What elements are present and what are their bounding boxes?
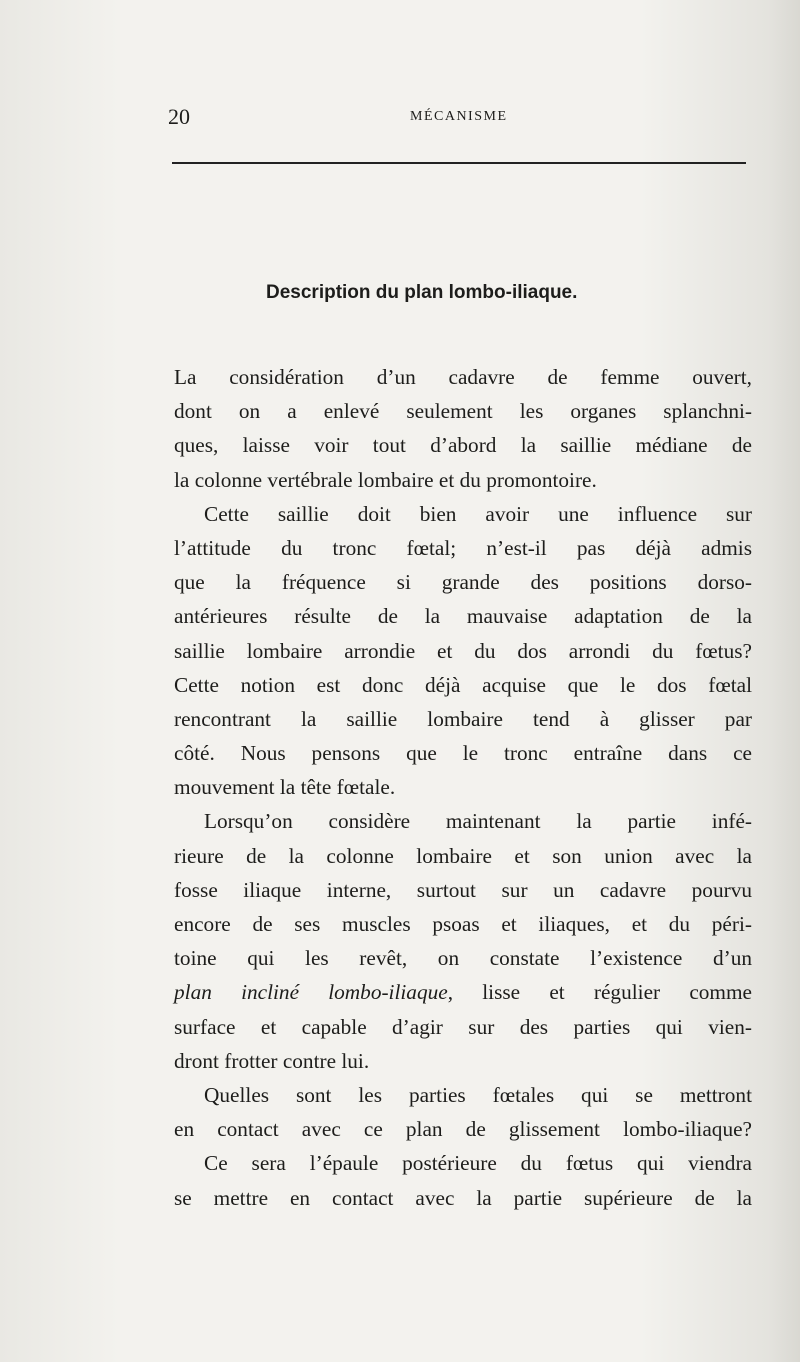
italic-term: plan incliné lombo-iliaque (174, 980, 448, 1005)
running-title: MÉCANISME (410, 109, 508, 124)
text-line: dront frotter contre lui. (174, 1048, 370, 1073)
body-text (174, 360, 752, 1215)
text-line: dont on a enlevé seulement les organes splanchni- (174, 399, 752, 424)
section-title: Description du plan lombo-iliaque. (266, 282, 578, 303)
text-line: rencontrant la saillie lombaire tend à glisser par (174, 706, 752, 731)
text-line: mouvement la tête fœtale. (174, 775, 396, 800)
text-line: côté. Nous pensons que le tronc entraîne dans ce (174, 741, 752, 766)
text-line: encore de ses muscles psoas et iliaques, et du péri- (174, 912, 752, 936)
page-header (168, 104, 748, 134)
text-line: La considération d’un cadavre de femme ouvert, (174, 365, 752, 389)
text-line: se mettre en contact avec la partie supérieure de la (174, 1185, 752, 1210)
page-number: 20 (168, 104, 190, 129)
text-line: Cette saillie doit bien avoir une influence sur (204, 501, 752, 526)
text-line: que la fréquence si grande des positions dorso- (174, 570, 752, 595)
text-line: saillie lombaire arrondie et du dos arrondi du fœtus? (174, 638, 752, 663)
text-line: ques, laisse voir tout d’abord la saillie médiane de (174, 433, 752, 458)
text-line: en contact avec ce plan de glissement lombo-iliaque? (174, 1117, 752, 1142)
text-line: Lorsqu’on considère maintenant la partie infé- (204, 809, 752, 834)
text-line-rest: , lisse et régulier comme (447, 980, 752, 1005)
text-line: surface et capable d’agir sur des parties qui vien- (174, 1014, 752, 1039)
text-line (174, 975, 752, 1009)
text-line: rieure de la colonne lombaire et son union avec la (174, 843, 752, 868)
text-line: Quelles sont les parties fœtales qui se mettront (204, 1082, 752, 1107)
text-line: antérieures résulte de la mauvaise adaptation de la (174, 604, 752, 629)
text-line: fosse iliaque interne, surtout sur un cadavre pourvu (174, 877, 752, 902)
text-line: Cette notion est donc déjà acquise que le dos fœtal (174, 672, 752, 697)
header-rule (172, 162, 746, 164)
text-line: Ce sera l’épaule postérieure du fœtus qui viendra (204, 1151, 752, 1176)
text-line: l’attitude du tronc fœtal; n’est-il pas déjà admis (174, 535, 752, 560)
text-line: toine qui les revêt, on constate l’existence d’un (174, 946, 752, 971)
text-line: la colonne vertébrale lombaire et du promontoire. (174, 467, 597, 492)
